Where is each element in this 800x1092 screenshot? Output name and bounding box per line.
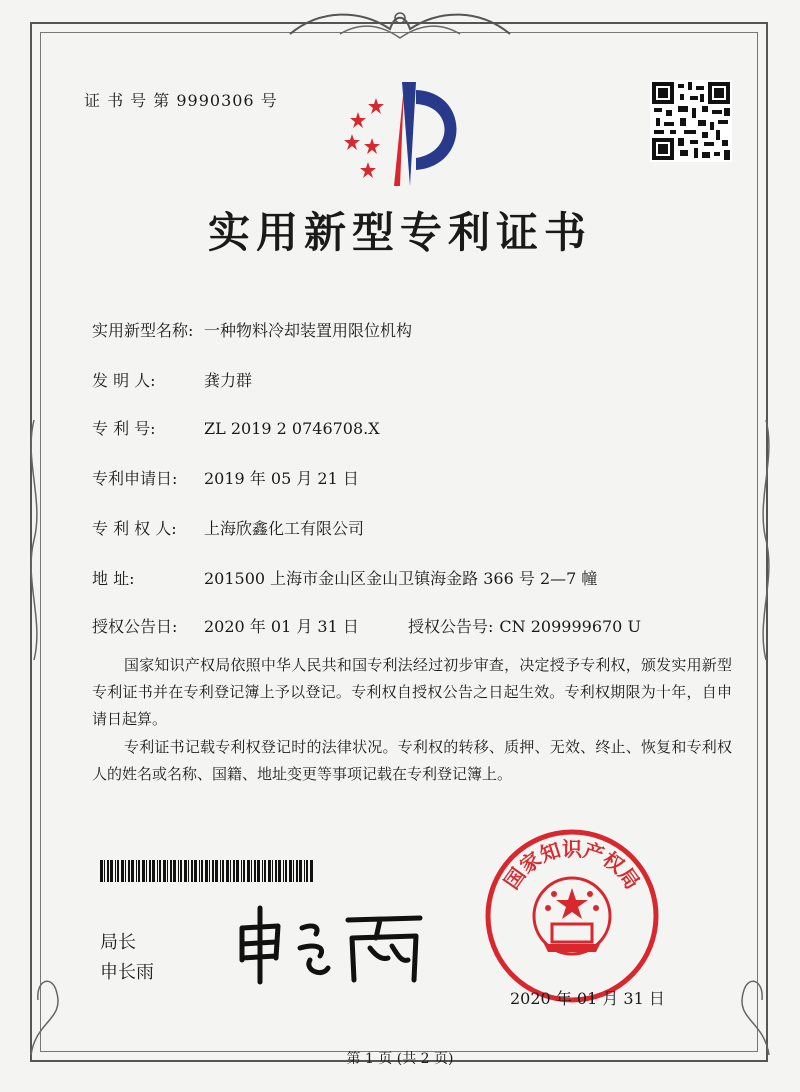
seal-text: 国家知识产权局: [499, 836, 645, 894]
field-label: 授权公告日:: [92, 617, 178, 636]
signatory-name: 申长雨: [100, 962, 154, 983]
field-value: 2020 年 01 月 31 日: [204, 617, 359, 636]
field-value: CN 209999670 U: [499, 617, 641, 636]
handwritten-signature-icon: [230, 898, 430, 988]
field-label: 地 址:: [92, 569, 135, 588]
statement-paragraph: 国家知识产权局依照中华人民共和国专利法经过初步审查，决定授予专利权，颁发实用新型专利证书并在专利登记簿上予以登记。专利权自授权公告之日起生效。专利权期限为十年，自申请日起算。: [92, 656, 732, 728]
field-inventor: [92, 368, 252, 391]
corner-ornament-icon: [26, 960, 86, 1060]
barcode-icon: [100, 860, 316, 882]
issue-date: 2020 年 01 月 31 日: [510, 989, 665, 1008]
field-utility-model-name: [92, 318, 412, 341]
svg-text:国家知识产权局: [499, 837, 644, 894]
signatory-title: 局长: [100, 932, 136, 953]
field-grant-number: [408, 614, 641, 637]
field-label: 专利申请日:: [92, 469, 178, 488]
field-patentee: [92, 516, 364, 539]
left-ornament-icon: [22, 420, 46, 660]
qr-code-icon: [650, 80, 732, 162]
field-label: 授权公告号:: [408, 617, 494, 636]
top-ornament-icon: [280, 4, 520, 44]
field-value: 一种物料冷却装置用限位机构: [204, 321, 413, 340]
field-patent-number: [92, 416, 380, 439]
right-ornament-icon: [754, 420, 778, 660]
field-value: 2019 年 05 月 21 日: [204, 469, 359, 488]
field-label: 专 利 权 人:: [92, 519, 177, 538]
field-label: 专 利 号:: [92, 419, 156, 438]
certificate-number: 证 书 号 第 9990306 号: [84, 91, 278, 110]
corner-ornament-icon: [714, 960, 774, 1060]
field-address: [92, 566, 597, 589]
field-label: 实用新型名称:: [92, 321, 194, 340]
field-value: 上海欣鑫化工有限公司: [204, 519, 365, 538]
official-seal-icon: [482, 826, 662, 1006]
field-value: 201500 上海市金山区金山卫镇海金路 366 号 2—7 幢: [204, 569, 598, 588]
field-label: 发 明 人:: [92, 371, 156, 390]
statement-paragraph: 专利证书记载专利权登记时的法律状况。专利权的转移、质押、无效、终止、恢复和专利权人的姓名或名称、国籍、地址变更等事项记载在专利登记簿上。: [92, 738, 732, 783]
field-value: ZL 2019 2 0746708.X: [204, 419, 380, 438]
cnipa-logo-icon: [330, 78, 480, 188]
field-grant-date: [92, 614, 359, 637]
field-application-date: [92, 466, 359, 489]
page-footer: 第 1 页 (共 2 页): [346, 1051, 454, 1067]
field-value: 龚力群: [204, 371, 253, 390]
certificate-title: 实用新型专利证书: [207, 208, 592, 257]
